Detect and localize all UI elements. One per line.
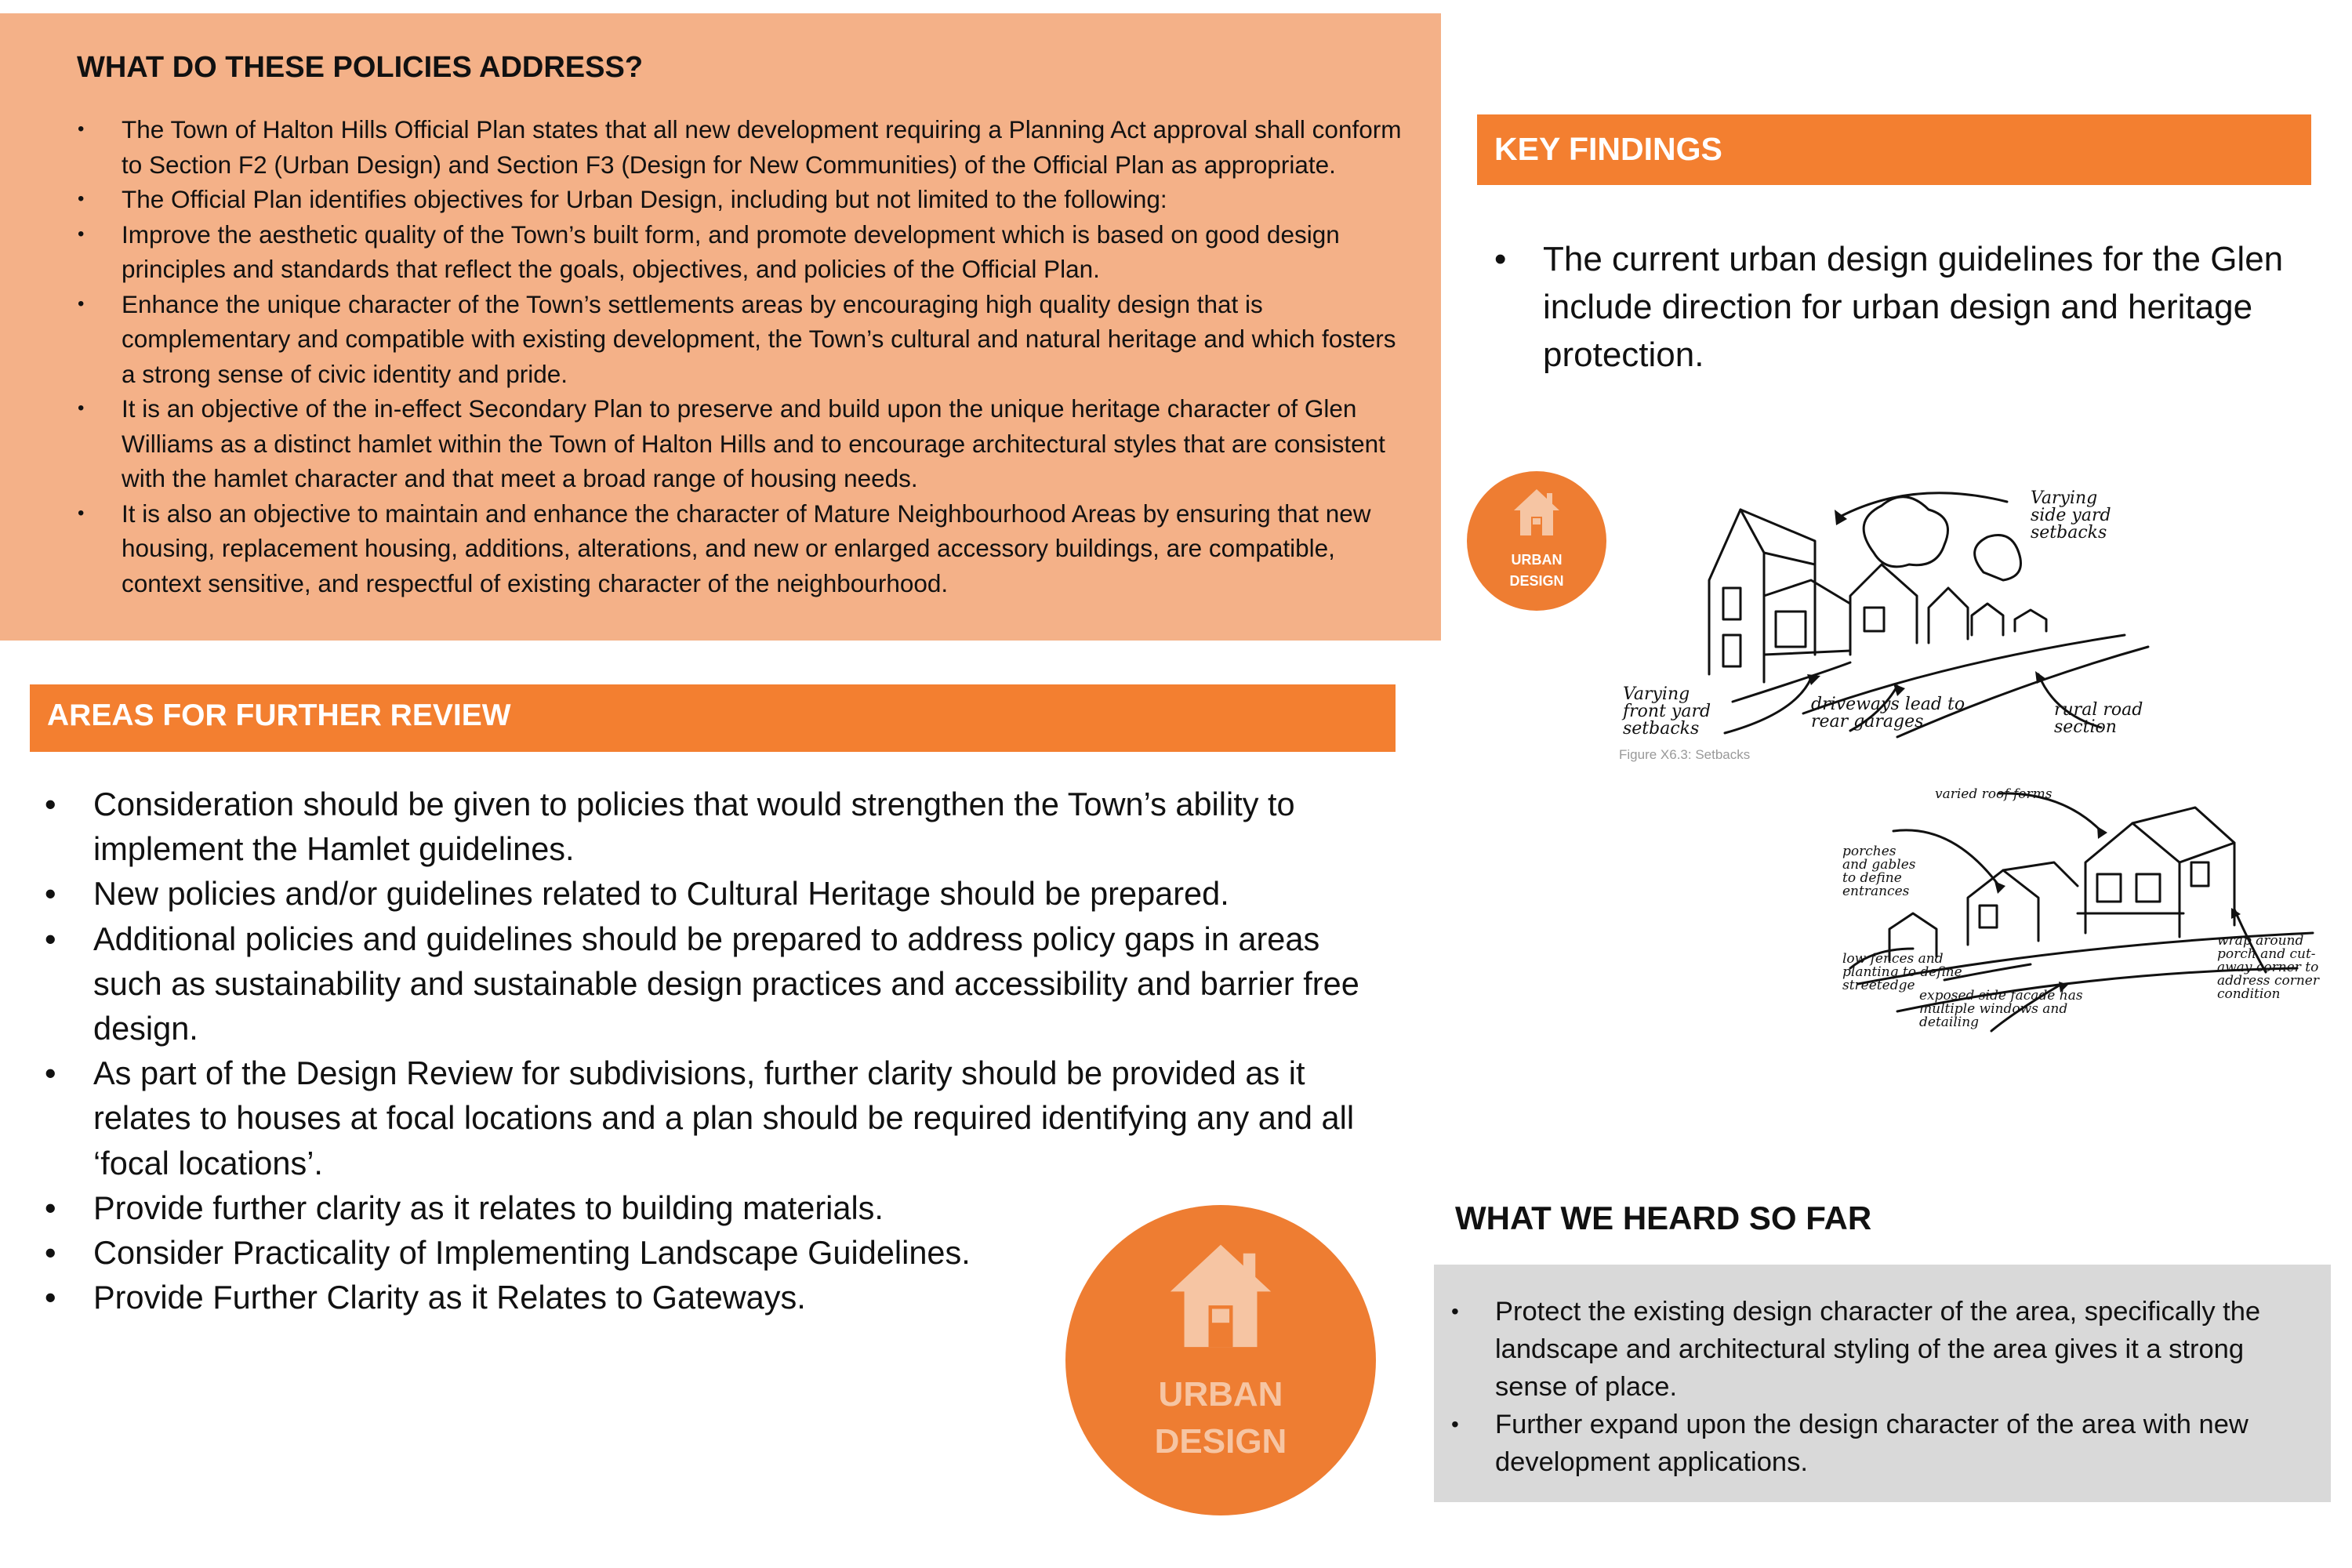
sketch-note: rural road section	[2054, 700, 2143, 737]
list-item: • Protect the existing design character of the area, specifically the landscape and architectural styling of the area gives it a strong sense of place.	[1495, 1293, 2318, 1406]
list-item: • The Town of Halton Hills Official Plan states that all new development requiring a Planning Act approval shall conform to Section F2 (Urban Design) and Section F3 (Design for New Communities) of the Official Plan as appropriate.	[122, 112, 1415, 182]
list-item: • The current urban design guidelines for the Glen include direction for urban design and heritage protection.	[1543, 235, 2296, 379]
policies-title: WHAT DO THESE POLICIES ADDRESS?	[77, 51, 644, 84]
list-item: • Further expand upon the design character of the area with new development applications.	[1495, 1406, 2318, 1481]
house-icon	[1512, 487, 1561, 539]
list-item: • As part of the Design Review for subdivisions, further clarity should be provided as it relates to houses at focal locations and a plan should be required identifying any and all ‘focal locations’.	[93, 1051, 1395, 1185]
sketch-note: varied roof forms	[1935, 786, 2053, 802]
sketch-note: Varying side yard setbacks	[2031, 488, 2111, 543]
list-item: • Provide Further Clarity as it Relates to Gateways.	[93, 1275, 1395, 1319]
badge-label: URBAN DESIGN	[1509, 552, 1564, 589]
sketch-note: Varying front yard setbacks	[1623, 684, 1711, 739]
list-item: • Consideration should be given to policies that would strengthen the Town’s ability to implement the Hamlet guidelines.	[93, 782, 1395, 871]
house-icon	[1166, 1240, 1276, 1354]
key-findings-header	[1477, 114, 2311, 185]
list-item: • New policies and/or guidelines related to Cultural Heritage should be prepared.	[93, 871, 1395, 916]
list-item: • Consider Practicality of Implementing Landscape Guidelines.	[93, 1230, 1395, 1275]
list-item: • Provide further clarity as it relates to building materials.	[93, 1185, 1395, 1230]
sketch-note: exposed side facade has multiple windows and detailing	[1919, 988, 2083, 1030]
areas-title: AREAS FOR FURTHER REVIEW	[47, 699, 511, 732]
sketch-note: porches and gables to define entrances	[1842, 844, 1916, 899]
list-item: • It is also an objective to maintain and enhance the character of Mature Neighbourhood Areas by ensuring that new housing, replacement housing, additions, alterations, and new or enlarged accessory buildings, are compatible, context sensitive, and respectful of existing character of the neighbourhood.	[122, 496, 1415, 601]
areas-header	[30, 684, 1396, 752]
list-item: • It is an objective of the in-effect Secondary Plan to preserve and build upon the unique heritage character of Glen Williams as a distinct hamlet within the Town of Halton Hills and to encourage architectural styles that are consistent with the hamlet character and that meet a broad range of housing needs.	[122, 391, 1415, 496]
policies-panel	[0, 13, 1441, 641]
list-item: • Additional policies and guidelines should be prepared to address policy gaps in areas such as sustainability and sustainable design practices and accessibility and barrier free design.	[93, 916, 1395, 1051]
list-item: • Enhance the unique character of the Town’s settlements areas by encouraging high quality design that is complementary and compatible with existing development, the Town’s cultural and natural heritage and which fosters a strong sense of civic identity and pride.	[122, 287, 1415, 392]
list-item: • The Official Plan identifies objectives for Urban Design, including but not limited to the following:	[122, 182, 1415, 217]
list-item: • Improve the aesthetic quality of the Town’s built form, and promote development which is based on good design principles and standards that reflect the goals, objectives, and policies of the Official Plan.	[122, 217, 1415, 287]
sketch-note: driveways lead to rear garages	[1811, 695, 1965, 731]
policies-list	[122, 112, 1415, 601]
heard-list	[1495, 1293, 2318, 1481]
key-findings-list	[1543, 235, 2296, 379]
heard-title: WHAT WE HEARD SO FAR	[1455, 1200, 1872, 1236]
key-findings-title: KEY FINDINGS	[1494, 131, 1722, 167]
heard-panel	[1434, 1265, 2331, 1502]
sketch-note: low fences and planting to define streetedge	[1842, 951, 1962, 993]
figure-caption: Figure X6.3: Setbacks	[1619, 747, 1751, 762]
urban-design-badge-large	[1065, 1205, 1376, 1515]
badge-label: URBAN DESIGN	[1154, 1375, 1287, 1461]
sketch-note: wrap around porch and cut-away corner to address corner condition	[2217, 933, 2319, 1002]
urban-design-badge-small	[1467, 471, 1606, 611]
